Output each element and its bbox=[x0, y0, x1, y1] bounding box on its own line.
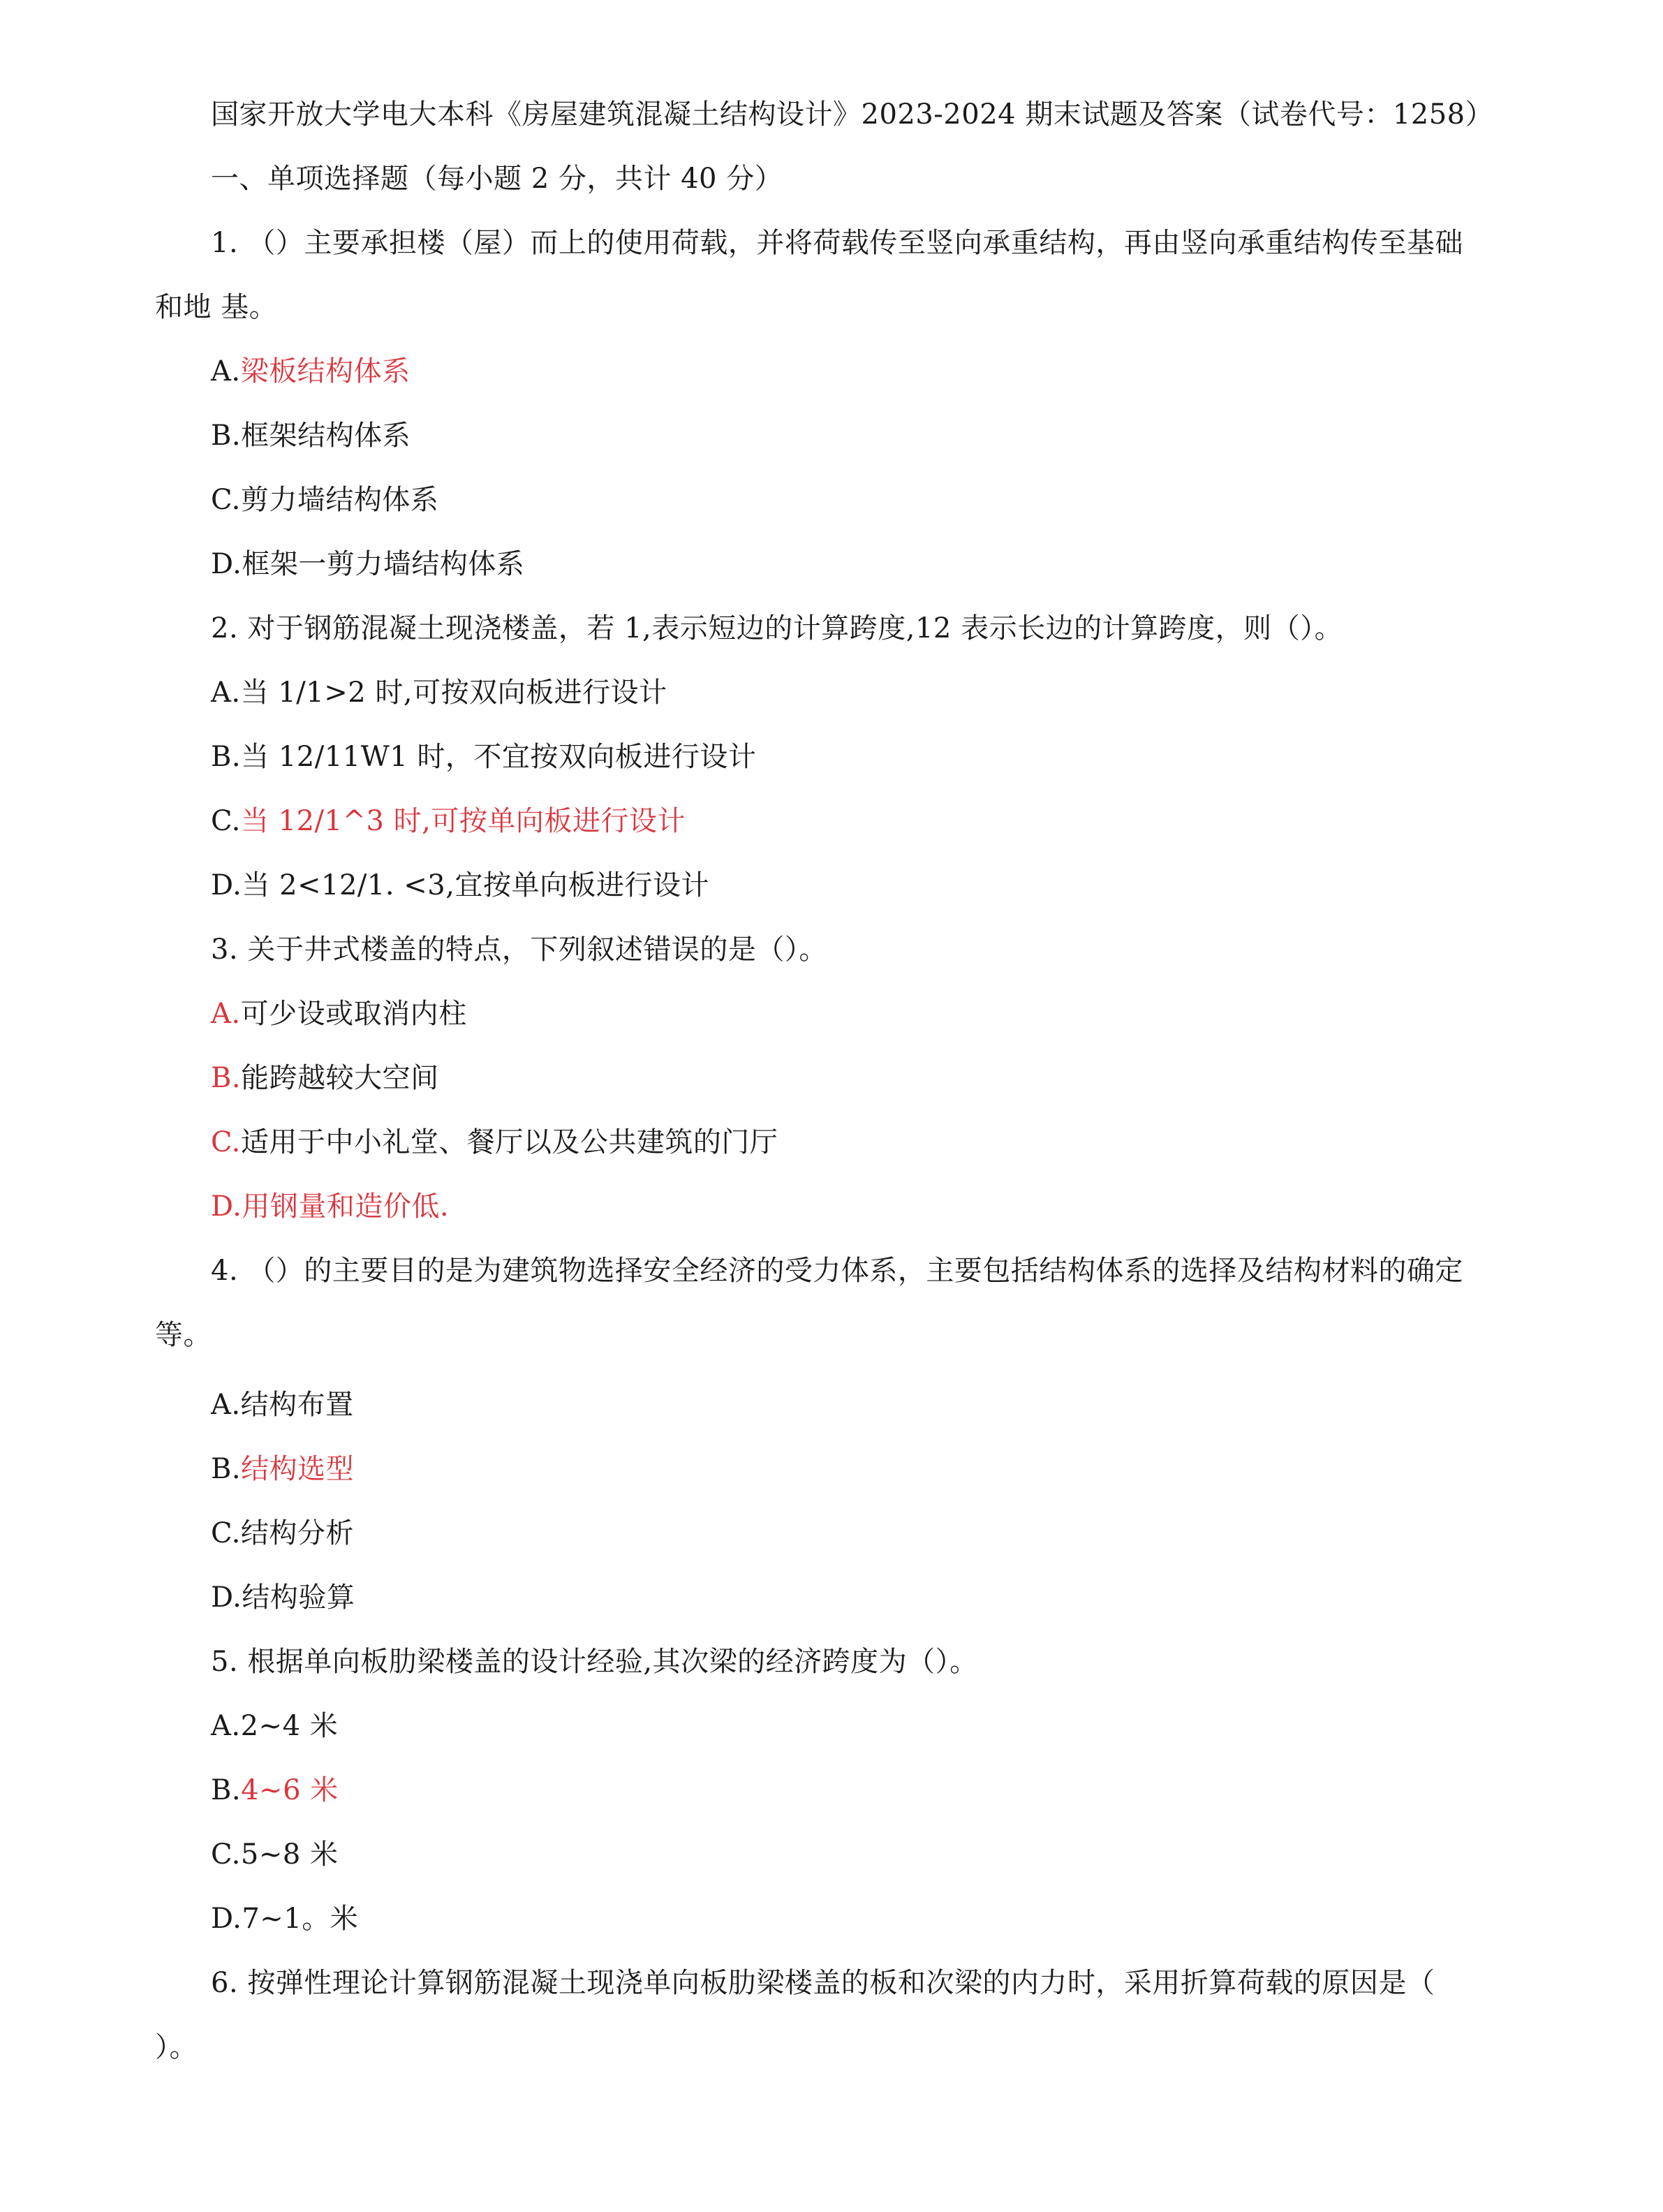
option-letter: C. bbox=[211, 805, 241, 837]
question-2-option-d bbox=[211, 867, 709, 904]
question-2-option-a bbox=[211, 674, 667, 711]
option-letter: D. bbox=[211, 1190, 242, 1223]
option-letter: A. bbox=[211, 355, 241, 388]
option-text: 适用于中小礼堂、餐厅以及公共建筑的门厅 bbox=[240, 1126, 778, 1158]
section-heading: 一、单项选择题（每小题 2 分，共计 40 分） bbox=[211, 163, 783, 195]
option-letter: B. bbox=[211, 420, 242, 452]
option-text: 结构选型 bbox=[241, 1453, 355, 1485]
option-text: 结构验算 bbox=[242, 1581, 355, 1614]
option-letter: D. bbox=[211, 548, 242, 580]
option-text: 2~4 米 bbox=[240, 1710, 339, 1742]
option-letter: C. bbox=[211, 1126, 241, 1158]
question-3-option-d bbox=[211, 1188, 449, 1225]
option-text: 用钢量和造价低. bbox=[242, 1190, 450, 1223]
option-letter: B. bbox=[211, 1453, 242, 1485]
option-text: 结构布置 bbox=[240, 1389, 354, 1421]
option-letter: B. bbox=[211, 1062, 242, 1094]
option-letter: A. bbox=[211, 1389, 241, 1421]
question-4-option-c bbox=[211, 1515, 354, 1551]
option-text: 当 2<12/1. <3,宜按单向板进行设计 bbox=[242, 869, 709, 901]
option-text: 5~8 米 bbox=[240, 1838, 339, 1871]
option-letter: B. bbox=[211, 1774, 242, 1806]
question-4-option-a bbox=[211, 1387, 354, 1423]
question-3-option-a bbox=[211, 996, 467, 1032]
question-3-stem: 3. 关于井式楼盖的特点，下列叙述错误的是（）。 bbox=[211, 934, 827, 966]
question-5-stem: 5. 根据单向板肋梁楼盖的设计经验,其次梁的经济跨度为（）。 bbox=[211, 1646, 978, 1678]
option-letter: A. bbox=[211, 1710, 241, 1742]
option-text: 剪力墙结构体系 bbox=[240, 484, 439, 516]
option-text: 7~1。米 bbox=[242, 1903, 359, 1935]
option-text: 当 12/1^3 时,可按单向板进行设计 bbox=[240, 805, 686, 837]
question-4-option-b bbox=[211, 1451, 354, 1487]
question-5-option-b bbox=[211, 1772, 339, 1808]
option-text: 结构分析 bbox=[240, 1517, 354, 1549]
question-1-option-b bbox=[211, 418, 411, 454]
question-5-option-d bbox=[211, 1901, 358, 1937]
question-5-option-a bbox=[211, 1708, 338, 1744]
question-1-option-a bbox=[211, 353, 411, 390]
option-text: 当 12/11W1 时，不宜按双向板进行设计 bbox=[241, 741, 757, 773]
option-text: 框架一剪力墙结构体系 bbox=[242, 548, 525, 580]
option-letter: D. bbox=[211, 1581, 242, 1614]
question-6-stem-cont: ）。 bbox=[155, 2031, 198, 2063]
option-letter: A. bbox=[211, 677, 241, 709]
option-text: 可少设或取消内柱 bbox=[240, 998, 467, 1030]
document-title: 国家开放大学电大本科《房屋建筑混凝土结构设计》2023-2024 期末试题及答案（试卷代号：1258） bbox=[211, 98, 1494, 131]
question-3-option-b bbox=[211, 1060, 439, 1096]
option-text: 4~6 米 bbox=[241, 1774, 339, 1806]
option-letter: B. bbox=[211, 741, 242, 773]
question-1-option-c bbox=[211, 482, 438, 518]
question-6-stem: 6. 按弹性理论计算钢筋混凝土现浇单向板肋梁楼盖的板和次梁的内力时，采用折算荷载的原因是（ bbox=[211, 1967, 1435, 1999]
question-1-stem-cont: 和地 基。 bbox=[155, 291, 278, 323]
option-letter: C. bbox=[211, 484, 241, 516]
option-letter: C. bbox=[211, 1517, 241, 1549]
question-5-option-c bbox=[211, 1836, 339, 1873]
option-letter: C. bbox=[211, 1838, 241, 1871]
question-4-stem-cont: 等。 bbox=[155, 1319, 212, 1351]
option-text: 框架结构体系 bbox=[241, 420, 411, 452]
question-1-stem: 1. （）主要承担楼（屋）而上的使用荷载，并将荷载传至竖向承重结构，再由竖向承重结构传至基础 bbox=[211, 227, 1463, 259]
question-1-option-d bbox=[211, 546, 524, 582]
option-text: 能跨越较大空间 bbox=[241, 1062, 439, 1094]
question-4-stem: 4. （）的主要目的是为建筑物选择安全经济的受力体系，主要包括结构体系的选择及结构材料的确定 bbox=[211, 1255, 1463, 1287]
option-text: 梁板结构体系 bbox=[240, 355, 411, 388]
option-letter: D. bbox=[211, 1903, 242, 1935]
option-letter: D. bbox=[211, 869, 242, 901]
question-3-option-c bbox=[211, 1124, 778, 1160]
question-2-option-c bbox=[211, 803, 686, 839]
question-4-option-d bbox=[211, 1579, 355, 1616]
option-letter: A. bbox=[211, 998, 241, 1030]
question-2-option-b bbox=[211, 739, 756, 775]
question-2-stem: 2. 对于钢筋混凝土现浇楼盖，若 1,表示短边的计算跨度,12 表示长边的计算跨度，则（）。 bbox=[211, 612, 1343, 644]
option-text: 当 1/1>2 时,可按双向板进行设计 bbox=[240, 677, 667, 709]
